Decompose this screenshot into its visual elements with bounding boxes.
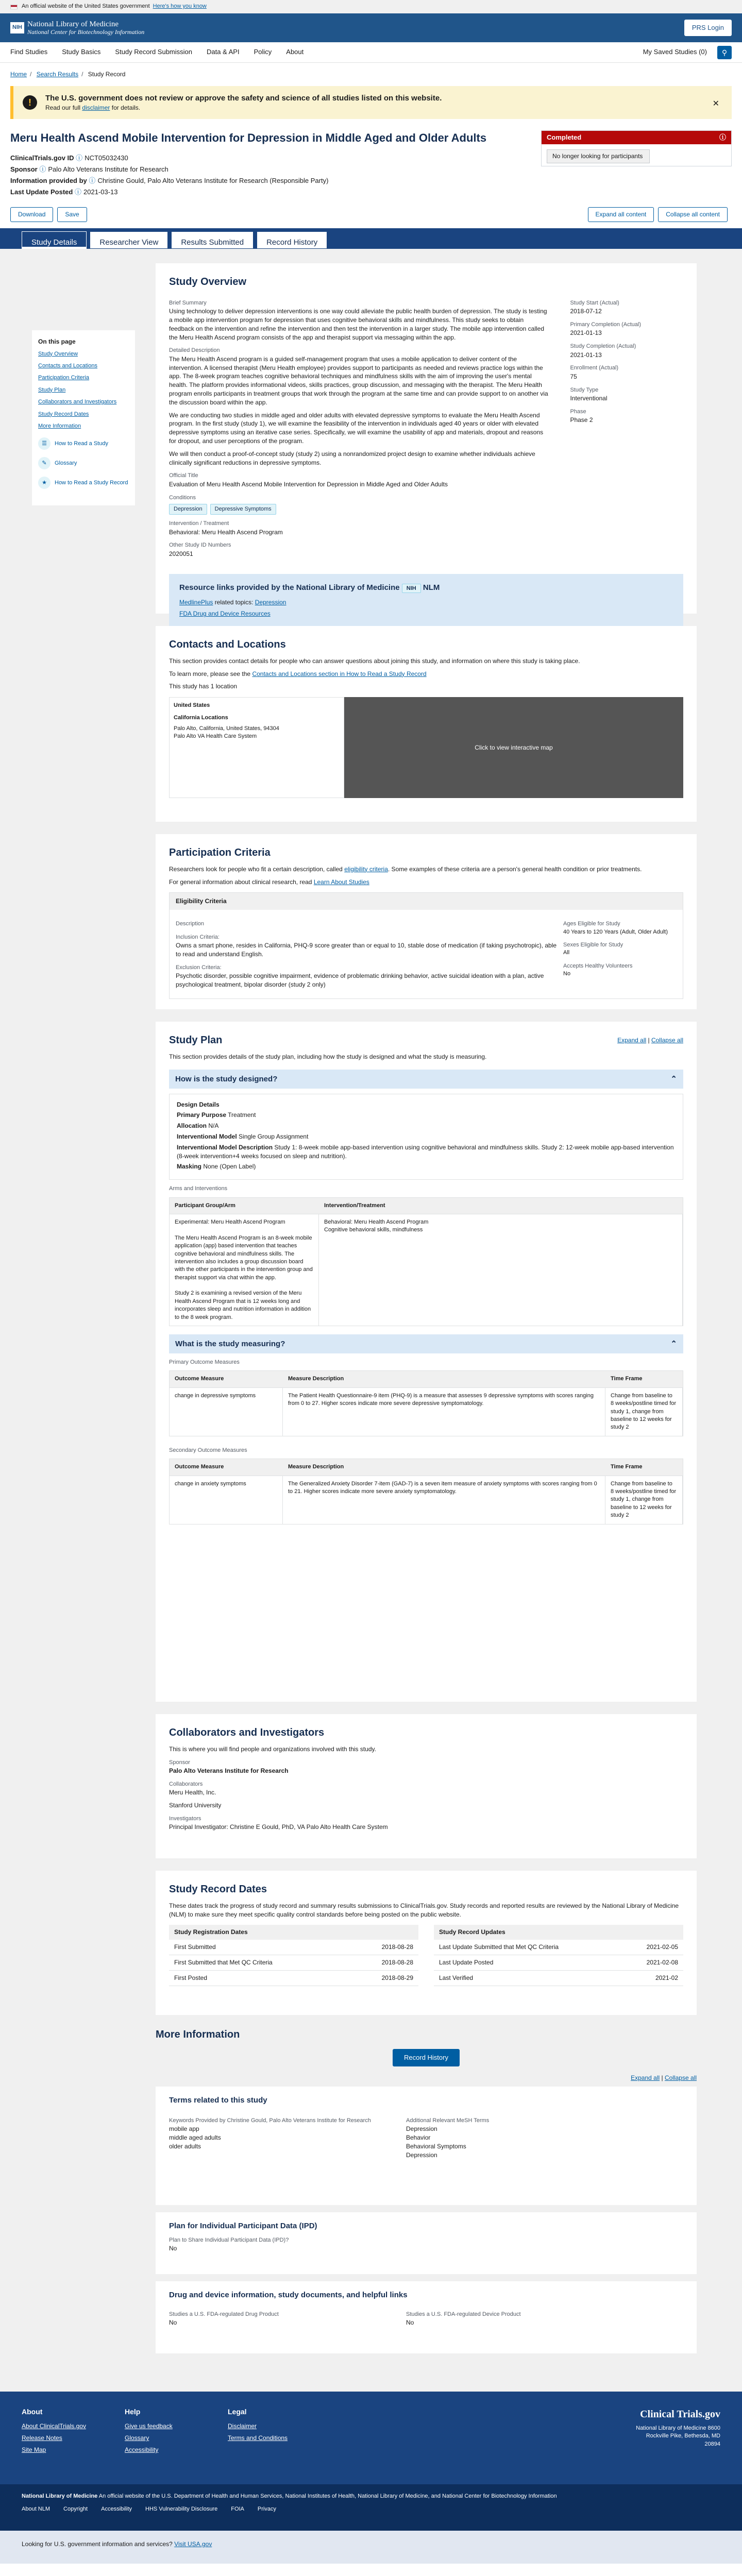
design-accordion[interactable] <box>169 1070 683 1089</box>
criteria-desc-post: . Some examples of these criteria are a person's general health condition or prior treatments. <box>387 865 642 873</box>
gov-banner-how[interactable]: Here's how you know <box>153 3 207 10</box>
detailed-2: We are conducting two studies in middle aged and older adults with elevated depressive symptoms to evaluate the Meru Health Ascend program. In the first study (study 1), we will examine the feasibility of the intervention in individuals aged 40 years or older with elevated depressive symptoms using an iterative case series. Specifically, we will examine the usability of app and materials, dropout and reasons for dropout, and user perceptions of the program. <box>169 411 544 445</box>
brief-label: Brief Summary <box>169 299 207 306</box>
section-title: Participation Criteria <box>169 846 271 858</box>
footer-link[interactable]: Terms and Conditions <box>228 2434 288 2442</box>
breadcrumb: Home / Search Results / Study Record <box>10 71 126 78</box>
sexes-value: All <box>563 950 570 956</box>
sexes-label: Sexes Eligible for Study <box>563 941 623 948</box>
sponsor-label: Sponsor <box>10 165 38 173</box>
collaborators-card <box>156 1714 697 1858</box>
collab-sponsor-label: Sponsor <box>169 1759 190 1766</box>
site-header <box>0 13 742 42</box>
accordion-title: Terms related to this study <box>169 2095 267 2105</box>
info-value: Christine Gould, Palo Alto Veterans Institute for Research (Responsible Party) <box>97 176 329 184</box>
usagov-text: Looking for U.S. government information and services? <box>22 2540 173 2548</box>
study-plan-card: Study Plan Expand all | Collapse all This section provides details of the study plan, including how the study is designed and what the study is measuring. How is the study designed? ⌃ Design Details Primary Purpose Treatment Allocation N/A Interventional Model Single Group Assignment Interventional Model Description Study 1: 8-week mobile app-based intervention using cognitive behavioral and mindfulness skills. Study 2: 12-week mobile app-based intervention (8-week intervention+4 weeks focused on sleep and nutrition). Masking None (Open Label) Arms and Interventions Participant Group/Arm Intervention/Treatment Experimental: Meru Health Ascend Program The Meru Health Ascend Program is an 8-week mobile application (app) based intervention that teaches cognitive behavioral and mindfulness skills. The intervention also includes a group discussion board with the other participants in the intervention group and therapist support via chat within the app. Study 2 is examining a revised version of the Meru Health Ascend Program that is 12 weeks long and incorporates sleep and nutrition information in addition to the 8 week program. Behavioral: Meru Health Ascend Program Cognitive behavioral skills, mindfulness What is the study measuring? ⌃ Primary Outcome Measures Outcome Measure Measure Description Time Frame change in depressive symptoms The Patient Health Questionnaire-9 item (PHQ-9) is a measure that assesses 9 depressive symptoms with scores ranging from 0 to 27. Higher scores indicate more severe depressive symptomatology. Change from baseline to 8 weeks/postline timed for study 1, change from baseline to 12 weeks for study 2 Secondary Outcome Measures Outcome Measure Measure Description Time Frame change in anxiety symptoms The Generalized Anxiety Disorder 7-item (GAD-7) is a seven item measure of anxiety symptoms with scores ranging from 0 to 21. Higher scores indicate more severe anxiety symptomatology. Change from baseline to 8 weeks/postline timed for study 1, change from baseline to 12 weeks for study 2 <box>156 1022 697 1702</box>
terms-accordion[interactable] <box>156 2087 697 2205</box>
footer-link[interactable]: HHS Vulnerability Disclosure <box>145 2506 218 2513</box>
medlineplus-related: related topics: <box>214 598 254 606</box>
breadcrumb-home[interactable]: Home <box>10 71 27 78</box>
location-site: Palo Alto VA Health Care System <box>174 733 257 740</box>
chevron-up-icon: ⌃ <box>670 1074 677 1083</box>
prs-login-button[interactable]: PRS Login <box>684 20 732 36</box>
nav-submission[interactable]: Study Record Submission <box>115 48 192 56</box>
date-label: First Submitted that Met QC Criteria <box>174 1958 273 1966</box>
toc-heading: On this page <box>38 337 76 345</box>
investigator: Principal Investigator: Christine E Gould, PhD, VA Palo Alto Health Care System <box>169 1823 388 1831</box>
nct-label: ClinicalTrials.gov ID <box>10 154 74 162</box>
table-of-contents <box>32 330 135 505</box>
arm-intervention-cell <box>319 1214 683 1326</box>
contacts-desc: This section provides contact details for people who can answer questions about joining this study, and information on where this study is taking place. <box>169 657 580 665</box>
nct-id: NCT05032430 <box>85 154 128 162</box>
ages-value: 40 Years to 120 Years (Adult, Older Adult) <box>563 928 668 935</box>
arm-cell <box>170 1214 319 1326</box>
keyword: middle aged adults <box>169 2133 221 2141</box>
outcome-header: Time Frame <box>605 1371 683 1387</box>
mesh-term: Behavioral Symptoms <box>406 2142 466 2150</box>
location-city: Palo Alto, California, United States, 94304 <box>174 725 279 732</box>
location-state: California Locations <box>174 714 228 721</box>
fda-device-label: Studies a U.S. FDA-regulated Device Product <box>406 2311 521 2317</box>
condition-tag[interactable]: Depressive Symptoms <box>210 504 276 515</box>
disclaimer-link[interactable]: disclaimer <box>82 104 110 111</box>
toc-item[interactable]: Participation Criteria <box>38 375 90 381</box>
warning-title: The U.S. government does not review or approve the safety and science of all studies listed on this website. <box>45 93 442 103</box>
read-icon: ★ <box>38 477 50 489</box>
status-box <box>541 130 732 166</box>
nav-study-basics[interactable]: Study Basics <box>62 48 101 56</box>
design-key: Primary Purpose <box>177 1111 227 1119</box>
location-map[interactable] <box>344 697 683 798</box>
nlm-logo[interactable] <box>10 20 144 36</box>
depression-link[interactable]: Depression <box>255 598 286 606</box>
conditions-label: Conditions <box>169 494 196 501</box>
design-details <box>169 1094 683 1180</box>
overview-side-value: Interventional <box>570 394 608 402</box>
date-value: 2021-02 <box>655 1974 678 1981</box>
study-header <box>0 119 742 228</box>
nih-logo-box: NIH <box>10 22 24 33</box>
overview-side-value: 2021-01-13 <box>570 329 602 337</box>
secondary-label: Secondary Outcome Measures <box>169 1447 247 1453</box>
overview-side-value: 2021-01-13 <box>570 351 602 359</box>
help-link[interactable] <box>38 457 129 469</box>
last-update-value: 2021-03-13 <box>83 188 118 196</box>
detailed-1: The Meru Health Ascend program is a guided self-management program that uses a mobile application to deliver content of the intervention. A licensed therapist (Meru Health employee) provides support to participants as needed and reviews practice logs within the app. The 8-week program teaches cognitive behavioral techniques and mindfulness skills with the aim of improving the user's mental health. The platform provides informational videos, skills practices, group discussion, and messaging with the therapist. The Meru Health program enrolls participants in treatment groups that work through the program at the same time and can provide support to on another via the discussion board within the app. <box>169 355 548 406</box>
info-icon[interactable]: ⓘ <box>719 133 726 141</box>
location-country: United States <box>174 702 210 709</box>
footer-link[interactable]: Release Notes <box>22 2434 62 2442</box>
ipd-accordion[interactable] <box>156 2212 697 2274</box>
criteria-desc-pre: Researchers look for people who fit a certain description, called <box>169 865 343 873</box>
toc-item[interactable]: More Information <box>38 422 81 429</box>
accordion-title: What is the study measuring? <box>175 1340 285 1349</box>
logo-sub: National Center for Biotechnology Information <box>27 28 145 36</box>
design-value: None (Open Label) <box>203 1163 256 1171</box>
us-flag-icon <box>10 5 18 9</box>
overview-side-label: Phase <box>570 408 586 415</box>
dates-header: Study Record Updates <box>434 1925 683 1940</box>
tab-study-details[interactable]: Study Details <box>22 231 87 249</box>
contacts-card <box>156 626 697 822</box>
design-value: Single Group Assignment <box>239 1132 309 1140</box>
healthy-value: No <box>563 971 571 977</box>
date-value: 2018-08-28 <box>381 1958 413 1966</box>
nlm-resources <box>169 574 683 630</box>
footer-link[interactable]: Copyright <box>63 2506 88 2513</box>
design-value: Treatment <box>228 1111 256 1119</box>
main-content <box>156 263 697 2361</box>
footer-link[interactable]: Glossary <box>125 2434 149 2442</box>
dates-desc: These dates track the progress of study record and summary results submissions to ClinicalTrials.gov. Study records and reported results are reviewed by the National Library of Medicine (NLM) to make sure they meet specific quality control standards before being posted on the public website. <box>169 1902 679 1918</box>
keyword: mobile app <box>169 2125 199 2133</box>
overview-side-label: Study Type <box>570 386 599 393</box>
map-label: Click to view interactive map <box>475 743 553 751</box>
overview-side-value: Phase 2 <box>570 416 593 424</box>
footer-link[interactable]: Accessibility <box>101 2506 132 2513</box>
footer-link[interactable]: Accessibility <box>125 2446 159 2453</box>
outcome-timeframe: Change from baseline to 8 weeks/postline timed for study 1, change from baseline to 12 weeks for study 2 <box>605 1388 683 1436</box>
footer-link[interactable]: Privacy <box>257 2506 276 2513</box>
arm-header: Intervention/Treatment <box>319 1198 683 1214</box>
info-label: Information provided by <box>10 176 87 184</box>
close-icon[interactable]: ✕ <box>712 99 719 108</box>
design-value: Study 1: 8-week mobile app-based intervention using cognitive behavioral and mindfulness skills. Study 2: 12-week mobile app-based intervention (8-week intervention+4 weeks focused on sleep and nutrition). <box>177 1143 674 1160</box>
fda-drug-label: Studies a U.S. FDA-regulated Drug Product <box>169 2311 279 2317</box>
detailed-3: We will then conduct a proof-of-concept study (study 2) using a nonrandomized project design to examine whether individuals achieve clinically significant reductions in depressive symptoms. <box>169 450 535 466</box>
footer-link[interactable]: FOIA <box>231 2506 244 2513</box>
date-label: Last Update Submitted that Met QC Criteria <box>439 1943 559 1951</box>
accordion-title: How is the study designed? <box>175 1074 278 1083</box>
collab-desc: This is where you will find people and organizations involved with this study. <box>169 1745 376 1753</box>
collaborator: Meru Health, Inc. <box>169 1789 216 1797</box>
tab-researcher-view[interactable]: Researcher View <box>90 231 168 249</box>
record-history-button[interactable]: Record History <box>393 2049 460 2066</box>
exclusion-text: Psychotic disorder, possible cognitive impairment, evidence of problematic drinking behavior, active suicidal ideation with a plan, active psychological treatment, bipolar disorder (study 2 only) <box>176 972 544 988</box>
nav-data-api[interactable]: Data & API <box>207 48 240 56</box>
ipd-label: Plan to Share Individual Participant Data (IPD)? <box>169 2236 289 2243</box>
inclusion-text: Owns a smart phone, resides in California, PHQ-9 score greater than or equal to 10, stable dose of medication (if taking psychotropic), able to read and understand English. <box>176 941 557 958</box>
design-value: N/A <box>208 1122 219 1130</box>
other-id-value: 2020051 <box>169 550 193 557</box>
keywords-label: Keywords Provided by Christine Gould, Palo Alto Veterans Institute for Research <box>169 2117 371 2124</box>
logo-title: National Library of Medicine <box>27 20 119 29</box>
investigators-label: Investigators <box>169 1815 201 1822</box>
info-icon: ⓘ <box>89 176 96 184</box>
save-button[interactable]: Save <box>57 207 87 222</box>
outcome-header: Outcome Measure <box>170 1371 283 1387</box>
intervention-value: Behavioral: Meru Health Ascend Program <box>169 528 283 536</box>
footer-heading: About <box>22 2407 43 2416</box>
arm-header: Participant Group/Arm <box>170 1198 319 1214</box>
arm-name: Experimental: Meru Health Ascend Program <box>175 1218 285 1225</box>
toc-item[interactable]: Study Plan <box>38 386 66 393</box>
date-label: Last Update Posted <box>439 1958 494 1966</box>
help-label: How to Read a Study Record <box>55 479 128 486</box>
arm-intervention-detail: Cognitive behavioral skills, mindfulness <box>324 1227 423 1233</box>
footer-link[interactable]: About NLM <box>22 2506 50 2513</box>
chevron-up-icon: ⌃ <box>670 1340 677 1349</box>
help-label: How to Read a Study <box>55 440 108 447</box>
mesh-label: Additional Relevant MeSH Terms <box>406 2117 490 2124</box>
collapse-all-button[interactable]: Collapse all content <box>658 207 728 222</box>
nav-find-studies[interactable]: Find Studies <box>10 48 48 56</box>
date-label: First Submitted <box>174 1943 216 1951</box>
arm-desc-2: Study 2 is examining a revised version of the Meru Health Ascend Program that is 12 weeks long and incorporates sleep and nutrition information in addition to the 8 week program. <box>175 1290 311 1320</box>
arm-desc: The Meru Health Ascend Program is an 8-week mobile application (app) based intervention that teaches cognitive behavioral and mindfulness skills. The intervention also includes a group discussion board with the other participants in the intervention group and therapist support via chat within the app. <box>175 1234 313 1281</box>
plan-desc: This section provides details of the study plan, including how the study is designed and what the study is measuring. <box>169 1053 487 1060</box>
expand-all-link[interactable]: Expand all <box>631 2074 660 2081</box>
design-key: Interventional Model <box>177 1132 237 1140</box>
outcome-description: The Patient Health Questionnaire-9 item (PHQ-9) is a measure that assesses 9 depressive symptoms with scores ranging from 0 to 27. Higher scores indicate more severe depressive symptomatology. <box>283 1388 605 1436</box>
fda-drug-value: No <box>169 2319 177 2327</box>
design-key: Masking <box>177 1163 202 1171</box>
design-key: Allocation <box>177 1122 207 1130</box>
footer-link[interactable]: Site Map <box>22 2446 46 2453</box>
outcome-description: The Generalized Anxiety Disorder 7-item (GAD-7) is a seven item measure of anxiety symptoms with scores ranging from 0 to 21. Higher scores indicate more severe anxiety symptomatology. <box>283 1476 605 1524</box>
learn-studies-link[interactable]: Learn About Studies <box>313 878 369 886</box>
warning-icon: ! <box>23 95 37 110</box>
status-badge: Completed <box>547 133 582 141</box>
accordion-title: Drug and device information, study documents, and helpful links <box>169 2290 408 2299</box>
official-title: Evaluation of Meru Health Ascend Mobile Intervention for Depression in Middle Aged and Older Adults <box>169 480 448 488</box>
location-count: This study has 1 location <box>169 683 238 690</box>
healthy-label: Accepts Healthy Volunteers <box>563 962 633 969</box>
download-button[interactable]: Download <box>10 207 53 222</box>
fda-link[interactable]: FDA Drug and Device Resources <box>179 610 271 618</box>
tab-bar <box>0 228 742 249</box>
study-title: Meru Health Ascend Mobile Intervention for Depression in Middle Aged and Older Adults <box>10 131 487 144</box>
info-icon: ⓘ <box>39 165 46 173</box>
outcome-measure: change in depressive symptoms <box>170 1388 283 1436</box>
breadcrumb-current: Study Record <box>88 71 126 78</box>
criteria-card <box>156 834 697 1009</box>
outcome-header: Outcome Measure <box>170 1459 283 1476</box>
tab-record-history[interactable]: Record History <box>257 231 327 249</box>
condition-tag[interactable]: Depression <box>169 504 207 515</box>
outcome-timeframe: Change from baseline to 8 weeks/postline timed for study 1, change from baseline to 12 weeks for study 2 <box>605 1476 683 1524</box>
contacts-learn-pre: To learn more, please see the <box>169 670 251 677</box>
mesh-term: Depression <box>406 2151 437 2159</box>
mesh-term: Depression <box>406 2125 437 2133</box>
ages-label: Ages Eligible for Study <box>563 921 620 927</box>
outcome-header: Measure Description <box>283 1459 605 1476</box>
content-area <box>0 249 742 2392</box>
tab-results-submitted[interactable]: Results Submitted <box>171 231 254 249</box>
official-label: Official Title <box>169 472 198 479</box>
nav-about[interactable]: About <box>286 48 304 56</box>
desc-label: Description <box>176 921 205 927</box>
date-value: 2021-02-05 <box>646 1943 678 1951</box>
section-title: Study Record Dates <box>169 1883 267 1895</box>
footer <box>0 2392 742 2484</box>
overview-side-label: Study Completion (Actual) <box>570 343 636 350</box>
info-icon: ⓘ <box>74 188 81 196</box>
other-id-label: Other Study ID Numbers <box>169 542 231 549</box>
section-title: Study Overview <box>169 276 247 287</box>
collapse-all-link[interactable]: Collapse all <box>664 2074 697 2081</box>
glossary-icon: ✎ <box>38 457 50 469</box>
expand-all-link[interactable]: Expand all <box>617 1036 647 1044</box>
primary-outcomes-table <box>169 1370 683 1436</box>
usagov-footer <box>0 2531 742 2564</box>
saved-studies-link[interactable]: My Saved Studies (0) <box>643 48 707 56</box>
fda-device-value: No <box>406 2319 414 2327</box>
study-overview-card <box>156 263 697 618</box>
help-label: Glossary <box>55 460 77 466</box>
accordion-title: Plan for Individual Participant Data (IPD) <box>169 2221 317 2230</box>
inclusion-label: Inclusion Criteria: <box>176 934 220 940</box>
eligibility-box <box>169 892 683 998</box>
footer-heading: Legal <box>228 2407 247 2416</box>
nlm-footer-desc: An official website of the U.S. Department of Health and Human Services, National Institutes of Health, National Library of Medicine, and National Center for Biotechnology Information <box>98 2493 557 2499</box>
eligibility-link[interactable]: eligibility criteria <box>344 865 388 873</box>
section-title: Collaborators and Investigators <box>169 1726 325 1738</box>
outcome-measure: change in anxiety symptoms <box>170 1476 283 1524</box>
record-dates-card <box>156 1871 697 2015</box>
footer-link[interactable]: About ClinicalTrials.gov <box>22 2422 86 2430</box>
footer-heading: Help <box>125 2407 141 2416</box>
date-label: Last Verified <box>439 1974 474 1981</box>
nih-badge: NIH <box>402 584 421 593</box>
brief-summary: Using technology to deliver depression interventions is one way could alleviate the public health burden of depression. The study is testing a mobile app intervention program for depression that uses cognitive behavioral skills and mindfulness. This study seeks to obtain feedback on the intervention and refine the intervention and then test the intervention in a larger study. The mobile app intervention called the Meru Health Ascend program consists of the app and therapist support via messaging within the app. <box>169 308 547 341</box>
arm-intervention: Behavioral: Meru Health Ascend Program <box>324 1218 429 1225</box>
toc-item[interactable]: Study Record Dates <box>38 411 89 417</box>
overview-side-label: Enrollment (Actual) <box>570 365 618 371</box>
medlineplus-link[interactable]: MedlinePlus <box>179 598 213 606</box>
criteria-learn-pre: For general information about clinical research, read <box>169 878 312 886</box>
ipd-value: No <box>169 2245 177 2252</box>
more-info-section: More Information Record History Expand all | Collapse all Terms related to this study Keywords Provided by Christine Gould, Palo Alto Veterans Institute for Research mobile app middle aged adults older adults Additional Relevant MeSH Terms Depression Behavior Behavioral Symptoms Depression Plan for Individual Participant Data (IPD) Plan to Share Individual Participant Data (IPD)? No Drug and device information, study documents, and helpful links Studies a U.S. FDA-regulated Drug Product No Studies a U.S. FDA-regulated Device Product No <box>156 2027 697 2353</box>
design-key: Interventional Model Description <box>177 1143 273 1151</box>
gov-banner-text: An official website of the United States government <box>22 3 150 10</box>
outcome-header: Measure Description <box>283 1371 605 1387</box>
warning-sub-post: for details. <box>111 104 141 111</box>
overview-side-label: Study Start (Actual) <box>570 299 619 306</box>
footer-brand[interactable]: Clinical Trials.gov <box>640 2408 720 2420</box>
outcome-header: Time Frame <box>605 1459 683 1476</box>
last-update-label: Last Update Posted <box>10 188 73 196</box>
breadcrumb-search[interactable]: Search Results <box>36 71 79 78</box>
footer-address: National Library of Medicine 8600 Rockville Pike, Bethesda, MD 20894 <box>636 2425 720 2447</box>
toc-item[interactable]: Collaborators and Investigators <box>38 399 117 405</box>
arms-table <box>169 1197 683 1326</box>
overview-side-value: 75 <box>570 372 577 380</box>
collaborators-label: Collaborators <box>169 1781 203 1787</box>
date-label: First Posted <box>174 1974 208 1981</box>
sponsor-value: Palo Alto Veterans Institute for Research <box>48 165 168 173</box>
footer-link[interactable]: Give us feedback <box>125 2422 173 2430</box>
section-title: Study Plan <box>169 1034 223 1046</box>
expand-all-button[interactable]: Expand all content <box>588 207 654 222</box>
date-value: 2018-08-29 <box>381 1974 413 1981</box>
nlm-title: Resource links provided by the National Library of Medicine <box>179 583 400 592</box>
keyword: older adults <box>169 2142 201 2150</box>
search-icon[interactable]: ⚲ <box>717 46 732 59</box>
book-icon: ☰ <box>38 437 50 450</box>
toc-item[interactable]: Contacts and Locations <box>38 362 97 369</box>
overview-side-value: 2018-07-12 <box>570 308 602 315</box>
help-link[interactable] <box>38 437 129 450</box>
disclaimer-warning <box>10 86 732 119</box>
collab-sponsor: Palo Alto Veterans Institute for Research <box>169 1767 289 1774</box>
section-title: More Information <box>156 2028 240 2040</box>
eligibility-heading: Eligibility Criteria <box>170 893 683 910</box>
main-nav <box>0 42 742 63</box>
secondary-outcomes-table <box>169 1459 683 1524</box>
toc-item[interactable]: Study Overview <box>38 350 78 357</box>
footer-link[interactable]: Disclaimer <box>228 2422 257 2430</box>
status-sub: No longer looking for participants <box>547 149 650 163</box>
design-label: Design Details <box>177 1100 220 1108</box>
nlm-footer-title[interactable]: National Library of Medicine <box>22 2493 98 2499</box>
gov-banner <box>0 0 742 13</box>
help-link[interactable] <box>38 477 129 489</box>
mesh-term: Behavior <box>406 2133 431 2141</box>
exclusion-label: Exclusion Criteria: <box>176 964 222 971</box>
arms-label: Arms and Interventions <box>169 1185 228 1192</box>
measure-accordion[interactable] <box>169 1334 683 1353</box>
warning-sub-pre: Read our full <box>45 104 81 111</box>
nav-policy[interactable]: Policy <box>254 48 272 56</box>
contacts-learn-link[interactable]: Contacts and Locations section in How to Read a Study Record <box>252 670 427 677</box>
overview-side-label: Primary Completion (Actual) <box>570 321 641 328</box>
location-list <box>169 697 344 798</box>
date-value: 2018-08-28 <box>381 1943 413 1951</box>
intervention-label: Intervention / Treatment <box>169 520 229 527</box>
drug-accordion[interactable] <box>156 2281 697 2353</box>
dates-header: Study Registration Dates <box>169 1925 418 1940</box>
collaborator: Stanford University <box>169 1801 222 1809</box>
usagov-link[interactable]: Visit USA.gov <box>174 2540 212 2548</box>
nlm-footer <box>0 2484 742 2531</box>
nlm-badge-text: NLM <box>423 583 440 592</box>
section-title: Contacts and Locations <box>169 638 286 650</box>
collapse-all-link[interactable]: Collapse all <box>651 1036 683 1044</box>
info-icon: ⓘ <box>76 154 83 162</box>
detailed-label: Detailed Description <box>169 347 220 354</box>
primary-label: Primary Outcome Measures <box>169 1359 240 1366</box>
date-value: 2021-02-08 <box>646 1958 678 1966</box>
